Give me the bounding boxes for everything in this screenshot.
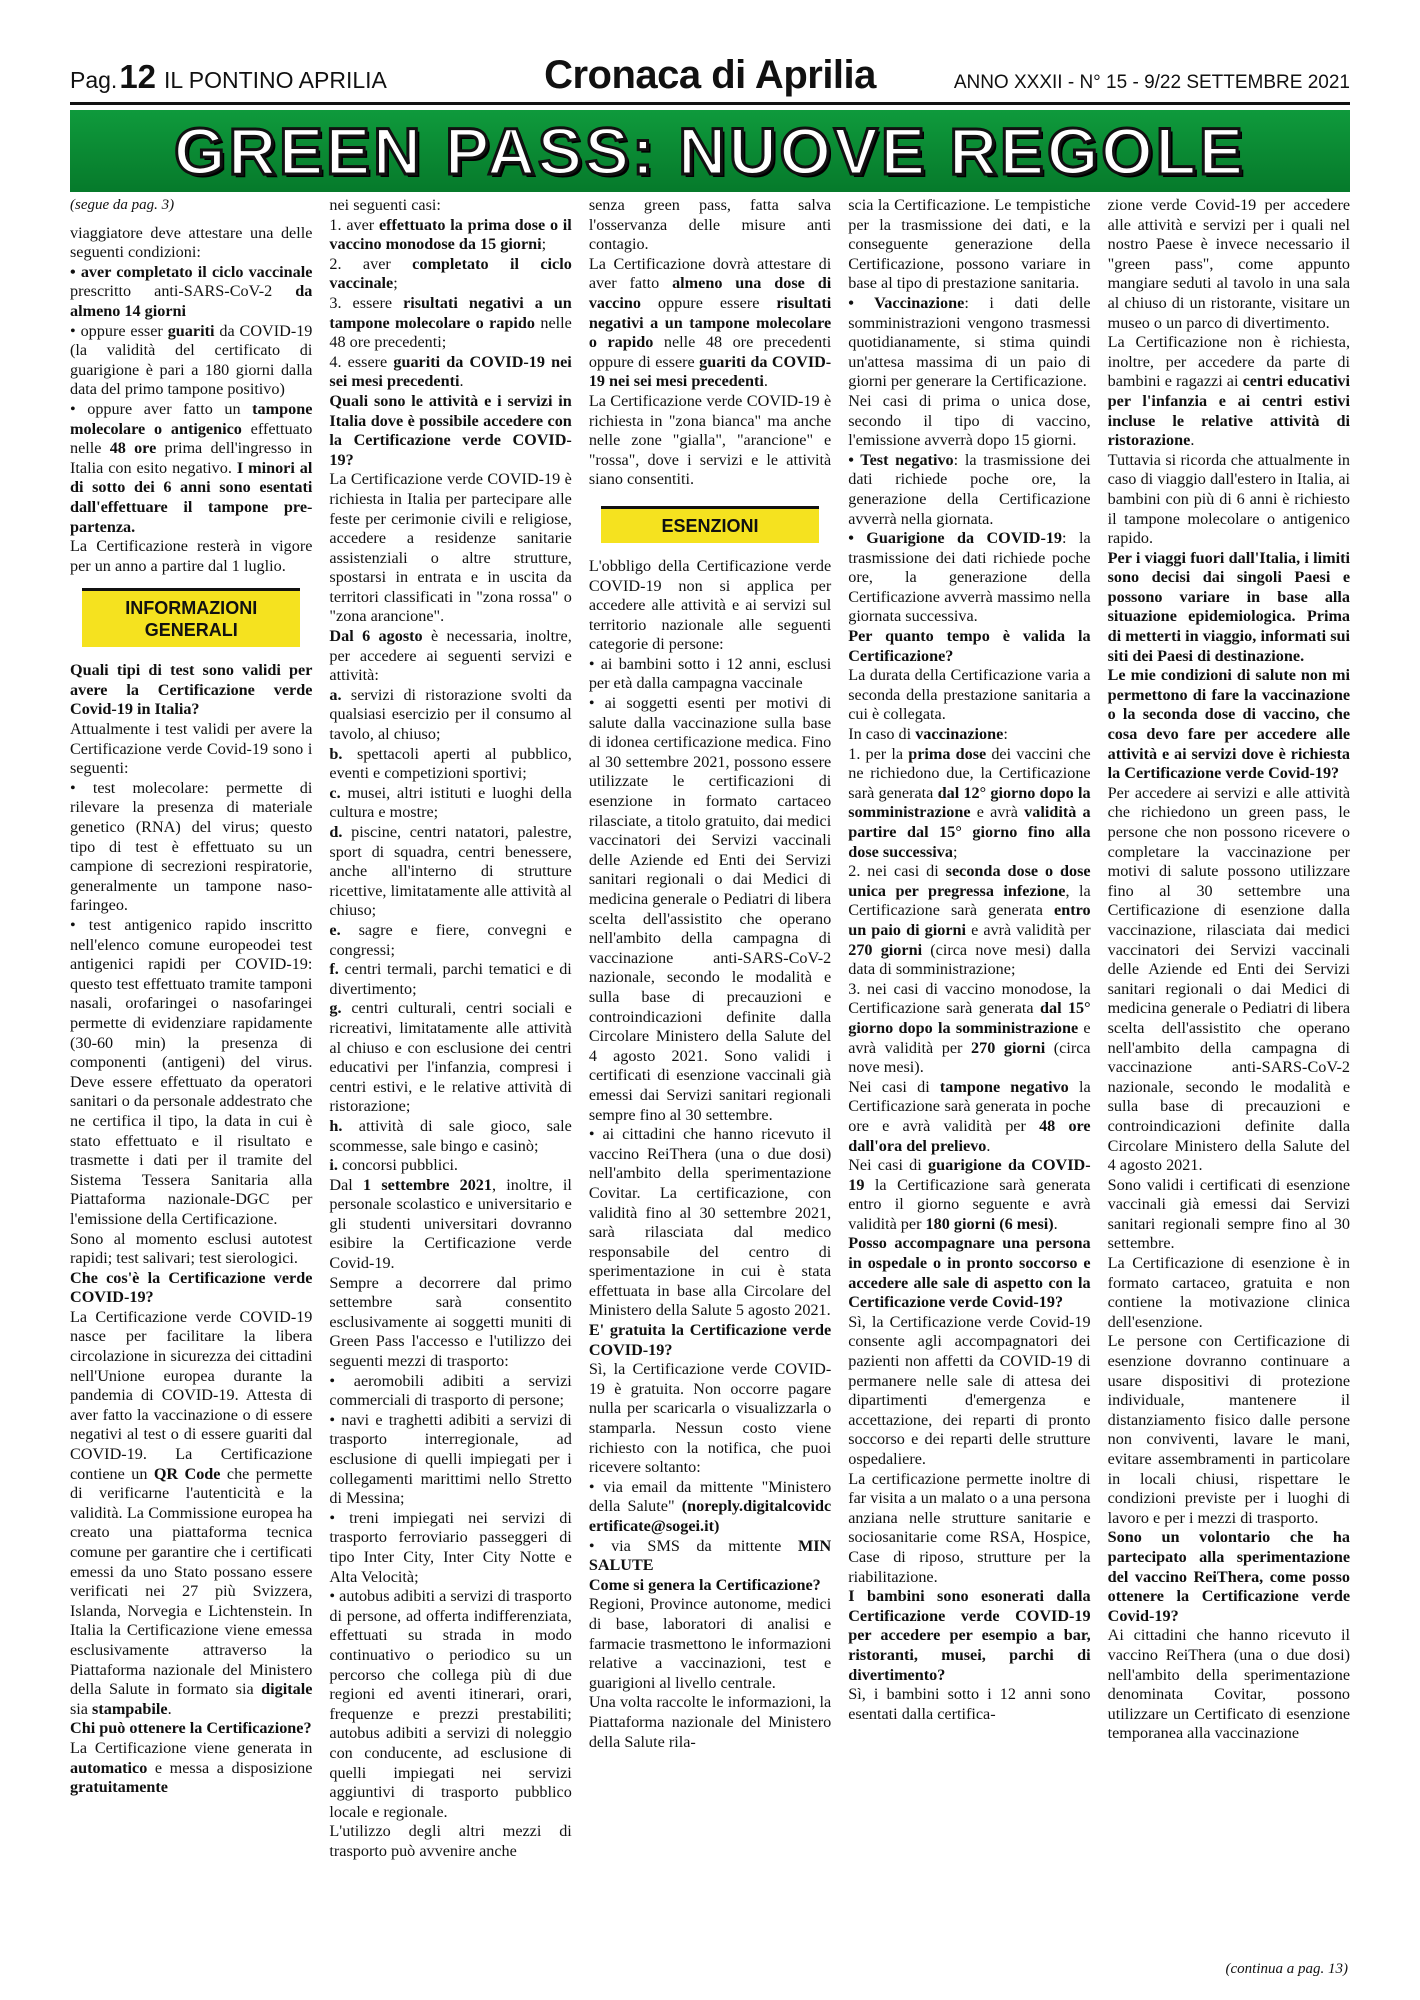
column-2 (329, 196, 571, 1956)
list-item: • autobus adibiti a servizi di trasporto di persone, ad offerta indifferenziata, effettuati su strada in modo continuativo o periodico su un percorso che collega più di due regioni ed aventi itinerari, orari, frequenze e prezzi prestabiliti; autobus adibiti a servizi di noleggio con conducente, ad esclusione di quelli impiegati nei servizi aggiuntivi di trasporto pubblico locale e regionale. (329, 1587, 572, 1821)
paragraph: Nei casi di prima o unica dose, secondo il tipo di vaccino, l'emissione avverrà dopo 15 giorni. (848, 391, 1091, 450)
paragraph: La Certificazione non è richiesta, inoltre, per accedere da parte di bambini e ragazzi ai centri educativi per l'infanzia e ai centri estivi incluse le relative attività di ristorazione. (1107, 333, 1351, 450)
paragraph: La Certificazione resterà in vigore per un anno a partire dal 1 luglio. (70, 537, 313, 575)
paragraph: La Certificazione dovrà attestare di aver fatto almeno una dose di vaccino oppure essere risultati negativi a un tampone molecolare o rapido nelle 48 ore precedenti oppure di essere guariti da COVID-19 nei sei mesi precedenti. (588, 254, 832, 391)
column-4 (848, 196, 1090, 1956)
paragraph: La Certificazione verde COVID-19 nasce per facilitare la libera circolazione in sicurezza dei cittadini nell'Unione europea durante la pandemia di COVID-19. Attesta di aver fatto la vaccinazione o di essere negativi al test o di essere guariti dal COVID-19. La Certificazione contiene un QR Code che permette di verificarne l'autenticità e la validità. La Commissione europea ha creato una piattaforma tecnica comune per garantire che i certificati emessi da uno Stato possano essere verificati nei 27 più Svizzera, Islanda, Norvegia e Lichtenstein. In Italia la Certificazione viene emessa esclusivamente attraverso la Piattaforma nazionale del Ministero della Salute in formato sia digitale sia stampabile. (70, 1307, 313, 1718)
paragraph: La Certificazione verde COVID-19 è richiesta in "zona bianca" ma anche nelle zone "gialla", "arancione" e "rossa", dove i servizi e le attività siano consentiti. (588, 391, 832, 489)
masthead (70, 52, 1350, 105)
question-heading: Sono un volontario che ha partecipato alla sperimentazione del vaccino ReiThera, come posso ottenere la Certificazione verde Covid-19? (1107, 1528, 1351, 1625)
paragraph: nei seguenti casi: (329, 196, 441, 214)
question-heading: I bambini sono esonerati dalla Certificazione verde COVID-19 per accedere per esempio a bar, ristoranti, musei, parchi di divertimento? (848, 1587, 1091, 1684)
paragraph: • test antigenico rapido inscritto nell'elenco comune europeodei test antigenici rapidi per COVID-19: questo test effettuato tramite tamponi nasali, orofaringei o nasofaringei permette di evidenziare rapidamente (30-60 min) la presenza di componenti (antigeni) del virus. Deve essere effettuato da operatori sanitari o da personale addestrato che ne certifica il tipo, la data in cui è stato effettuato e il risultato e trasmette i dati per il tramite del Sistema Tessera Sanitaria alla Piattaforma nazionale-DGC per l'emissione della Certificazione. (70, 916, 313, 1228)
list-item: • navi e traghetti adibiti a servizi di trasporto interregionale, ad esclusione di quelli impiegati per i collegamenti marittimi nello Stretto di Messina; (329, 1410, 572, 1508)
paragraph: Sempre a decorrere dal primo settembre sarà consentito esclusivamente ai soggetti muniti di Green Pass l'accesso e l'utilizzo dei seguenti mezzi di trasporto: (329, 1273, 572, 1371)
paragraph: scia la Certificazione. Le tempistiche per la trasmissione dei dati, e la conseguente generazione della Certificazione, possono variare in base al tipo di prestazione sanitaria. (848, 196, 1091, 293)
pag-label: Pag. (70, 67, 118, 93)
list-item: • Test negativo: la trasmissione dei dati richiede poche ore, la generazione della Certificazione avverrà nella giornata. (848, 450, 1091, 528)
paragraph: Dal 1 settembre 2021, inoltre, il personale scolastico e universitario e gli studenti universitari dovranno esibire la Certificazione verde Covid-19. (329, 1175, 572, 1273)
list-item: e. sagre e fiere, convegni e congressi; (329, 920, 572, 959)
column-5 (1108, 196, 1350, 1956)
paragraph: Tuttavia si ricorda che attualmente in caso di viaggio dall'estero in Italia, ai bambini con più di 6 anni è richiesto il tampone molecolare o antigenico rapido. (1107, 450, 1351, 548)
list-item: • Vaccinazione: i dati delle somministrazioni vengono trasmessi quotidianamente, si stima quindi un'attesa massima di un paio di giorni per generare la Certificazione. (848, 293, 1091, 391)
paragraph: La Certificazione viene generata in automatico e messa a disposizione gratuitamente (70, 1738, 313, 1797)
paragraph: Sì, la Certificazione verde Covid-19 consente agli accompagnatori dei pazienti non affetti da COVID-19 di permanere nelle sale di attesa dei dipartimenti d'emergenza e accettazione, dei reparti di pronto soccorso e dei reparti delle strutture ospedaliere. (848, 1312, 1091, 1468)
paragraph: • test molecolare: permette di rilevare la presenza di materiale genetico (RNA) del virus; questo tipo di test è effettuato su un campione di secrezioni respiratorie, generalmente un tampone naso-faringeo. (70, 778, 313, 915)
headline: GREEN PASS: NUOVE REGOLE (174, 114, 1246, 188)
list-item: • ai bambini sotto i 12 anni, esclusi per età dalla campagna vaccinale (588, 654, 832, 693)
page-number: 12 (119, 58, 157, 95)
list-item: 1. per la prima dose dei vaccini che ne richiedono due, la Certificazione sarà generata dal 12° giorno dopo la somministrazione e avrà validità a partire dal 15° giorno fino alla dose successiva; (848, 744, 1091, 861)
question-heading: Che cos'è la Certificazione verde COVID-19? (70, 1268, 313, 1307)
paragraph: Nei casi di tampone negativo la Certificazione sarà generata in poche ore e avrà validità per 48 ore dall'ora del prelievo. (848, 1077, 1091, 1155)
list-item: • treni impiegati nei servizi di trasporto ferroviario passeggeri di tipo Inter City, Inter City Notte e Alta Velocità; (329, 1508, 572, 1586)
list-item: g. centri culturali, centri sociali e ricreativi, limitatamente alle attività al chiuso e con esclusione dei centri educativi per l'infanzia, compresi i centri estivi, e le relative attività di ristorazione; (329, 999, 572, 1116)
paragraph: In caso di vaccinazione: (848, 725, 1008, 744)
list-item: • aeromobili adibiti a servizi commerciali di trasporto di persone; (329, 1371, 572, 1410)
publication-name: IL PONTINO APRILIA (164, 67, 387, 93)
paragraph: Le persone con Certificazione di esenzione dovranno continuare a usare dispositivi di protezione individuale, mantenere il distanziamento fisico dalle persone non conviventi, lavare le mani, evitare assembramenti in particolare in locali chiusi, rispettare le condizioni previste per i luoghi di lavoro e per i mezzi di trasporto. (1107, 1332, 1351, 1527)
list-item: 3. nei casi di vaccino monodose, la Certificazione sarà generata dal 15° giorno dopo la somministrazione e avrà validità per 270 giorni (circa nove mesi). (848, 979, 1091, 1077)
article-body (70, 196, 1350, 1956)
list-item: 2. nei casi di seconda dose o dose unica per pregressa infezione, la Certificazione sarà generata entro un paio di giorni e avrà validità per 270 giorni (circa nove mesi) dalla data di somministrazione; (848, 862, 1091, 979)
section-title: Cronaca di Aprilia (544, 53, 876, 97)
list-item: • Guarigione da COVID-19: la trasmissione dei dati richiede poche ore, la generazione della Certificazione avverrà massimo nella giornata successiva. (848, 529, 1091, 626)
list-item: d. piscine, centri natatori, palestre, sport di squadra, centri benessere, anche all'interno di strutture ricettive, limitatamente alle attività al chiuso; (329, 823, 572, 920)
question-heading: E' gratuita la Certificazione verde COVID-19? (588, 1321, 832, 1359)
question-heading: Come si genera la Certificazione? (588, 1575, 821, 1594)
paragraph: Regioni, Province autonome, medici di base, laboratori di analisi e farmacie trasmettono le informazioni relative a vaccinazioni, test e guarigioni al livello centrale. (588, 1595, 832, 1692)
question-heading: Quali sono le attività e i servizi in Italia dove è possibile accedere con la Certificazione verde COVID-19? (329, 391, 572, 469)
list-item: • via SMS da mittente MIN SALUTE (588, 1536, 832, 1575)
paragraph: La Certificazione verde COVID-19 è richiesta in Italia per partecipare alle feste per cerimonie civili e religiose, accedere a residenze sanitarie assistenziali o altre strutture, spostarsi in entrata e in uscita da territori classificati in "zona rossa" o "zona arancione". (329, 470, 572, 626)
paragraph: Sì, i bambini sotto i 12 anni sono esentati dalla certifica- (848, 1685, 1091, 1723)
paragraph: La certificazione permette inoltre di far visita a un malato o a una persona anziana nelle strutture sanitarie e sociosanitarie come RSA, Hospice, Case di riposo, strutture per la riabilitazione. (848, 1469, 1091, 1586)
section-heading-esenzioni: ESENZIONI (601, 506, 819, 543)
question-heading: Per quanto tempo è valida la Certificazione? (848, 627, 1091, 665)
list-item: f. centri termali, parchi tematici e di divertimento; (329, 960, 572, 998)
list-item: 2. aver completato il ciclo vaccinale; (329, 254, 572, 293)
continued-from: (segue da pag. 3) (70, 197, 175, 213)
question-heading: Posso accompagnare una persona in ospedale o in pronto soccorso e accedere alle sale di aspetto con la Certificazione verde Covid-19? (848, 1234, 1091, 1312)
list-item: • ai soggetti esenti per motivi di salute dalla vaccinazione sulla base di idonea certificazione medica. Fino al 30 settembre 2021, possono essere utilizzate le certificazioni di esenzione in formato cartaceo rilasciate, a titolo gratuito, dai medici vaccinatori dei Servizi vaccinali delle Aziende ed Enti dei Servizi sanitari regionali o dai Medici di medicina generale o Pediatri di libera scelta dell'assistito che operano nell'ambito della campagna di vaccinazione anti-SARS-CoV-2 nazionale, secondo le modalità e sulla base di precauzioni e controindicazioni definite dalla Circolare Ministero della Salute del 4 agosto 2021. Sono validi i certificati di esenzione vaccinali già emessi dai Servizi sanitari regionali sempre fino al 30 settembre. (588, 694, 832, 1124)
paragraph: Nei casi di guarigione da COVID-19 la Certificazione sarà generata entro il giorno seguente e avrà validità per 180 giorni (6 mesi). (848, 1156, 1091, 1233)
section-heading-info: INFORMAZIONI GENERALI (82, 588, 300, 647)
question-heading: Chi può ottenere la Certificazione? (70, 1719, 312, 1738)
paragraph: Una volta raccolte le informazioni, la Piattaforma nazionale del Ministero della Salute rila- (588, 1693, 832, 1751)
paragraph: La durata della Certificazione varia a seconda della prestazione sanitaria a cui è collegata. (848, 666, 1091, 724)
list-item: i. concorsi pubblici. (329, 1156, 458, 1175)
paragraph: Sì, la Certificazione verde COVID-19 è gratuita. Non occorre pagare nulla per scaricarla o visualizzarla o stamparla. Nessun costo viene richiesto con la notifica, che puoi ricevere soltanto: (588, 1360, 832, 1477)
paragraph: Per accedere ai servizi e alle attività che richiedono un green pass, le persone che non possono ricevere o completare la vaccinazione per motivi di salute possono utilizzare fino al 30 settembre una Certificazione di esenzione dalla vaccinazione, rilasciata dai medici vaccinatori dei Servizi vaccinali delle Aziende ed Enti dei Servizi sanitari regionali o dai Medici di medicina generale o Pediatri di libera scelta dell'assistito che operano nell'ambito della campagna di vaccinazione anti-SARS-CoV-2 nazionale, secondo le modalità e sulla base di precauzioni e controindicazioni definite dalla Circolare Ministero della Salute del 4 agosto 2021. (1107, 783, 1351, 1175)
paragraph: • oppure aver fatto un tampone molecolare o antigenico effettuato nelle 48 ore prima dell'ingresso in Italia con esito negativo. I minori al di sotto dei 6 anni sono esentati dall'effettuare il tampone pre-partenza. (70, 399, 313, 536)
paragraph: Dal 6 agosto è necessaria, inoltre, per accedere ai seguenti servizi e attività: (329, 627, 572, 685)
paragraph: Sono validi i certificati di esenzione vaccinali già emessi dai Servizi sanitari regionali sempre fino al 30 settembre. (1107, 1175, 1351, 1253)
list-item: • ai cittadini che hanno ricevuto il vaccino ReiThera (una o due dosi) nell'ambito della sperimentazione Covitar. La certificazione, con validità fino al 30 settembre 2021, sarà rilasciata dal medico responsabile del centro di sperimentazione in cui è stata effettuata in base alla Circolare del Ministero della Salute 5 agosto 2021. (588, 1125, 832, 1320)
headline-banner (70, 110, 1350, 192)
paragraph: senza green pass, fatta salva l'osservanza delle misure anti contagio. (588, 196, 832, 254)
issue-info: ANNO XXXII - N° 15 - 9/22 SETTEMBRE 2021 (953, 72, 1350, 93)
paragraph: viaggiatore deve attestare una delle seguenti condizioni: (70, 223, 313, 262)
paragraph: L'utilizzo degli altri mezzi di trasporto può avvenire anche (329, 1822, 572, 1860)
question-heading: Per i viaggi fuori dall'Italia, i limiti sono decisi dai singoli Paesi e possono variare in base alla situazione epidemiologica. Prima di metterti in viaggio, informati sui siti dei Paesi di destinazione. (1107, 548, 1351, 665)
list-item: • via email da mittente "Ministero della Salute" (noreply.digitalcovidcertificate@sogei.it) (588, 1477, 832, 1535)
paragraph: Sono al momento esclusi autotest rapidi; test salivari; test sierologici. (70, 1229, 313, 1268)
column-3 (589, 196, 831, 1956)
question-heading: Le mie condizioni di salute non mi permettono di fare la vaccinazione o la seconda dose di vaccino, che cosa devo fare per accedere alle attività e ai servizi dove è richiesta la Certificazione verde Covid-19? (1107, 666, 1351, 783)
list-item: c. musei, altri istituti e luoghi della cultura e mostre; (329, 783, 572, 822)
paragraph: La Certificazione di esenzione è in formato cartaceo, gratuita e non contiene la motivazione clinica dell'esenzione. (1107, 1254, 1351, 1331)
list-item: a. servizi di ristorazione svolti da qualsiasi esercizio per il consumo al tavolo, al chiuso; (329, 685, 572, 744)
continued-to: (continua a pag. 13) (1225, 1961, 1348, 1977)
paragraph: Ai cittadini che hanno ricevuto il vaccino ReiThera (una o due dosi) nell'ambito della sperimentazione denominata Covitar, possono utilizzare un Certificato di esenzione temporanea alla vaccinazione (1107, 1626, 1351, 1743)
paragraph: L'obbligo della Certificazione verde COVID-19 non si applica per accedere alle attività e ai servizi sul territorio nazionale alle seguenti categorie di persone: (588, 556, 832, 654)
paragraph: • oppure esser guariti da COVID-19 (la validità del certificato di guarigione è pari a 180 giorni dalla data del primo tampone positivo) (70, 321, 313, 399)
paragraph: zione verde Covid-19 per accedere alle attività e servizi per i quali nel nostro Paese è invece necessario il "green pass", come appunto mangiare seduti al tavolo in una sala al chiuso di un ristorante, visitare un museo o un parco di divertimento. (1107, 196, 1351, 332)
list-item: 4. essere guariti da COVID-19 nei sei mesi precedenti. (329, 352, 572, 391)
list-item: h. attività di sale gioco, sale scommesse, sale bingo e casinò; (329, 1116, 572, 1155)
list-item: 1. aver effettuato la prima dose o il vaccino monodose da 15 giorni; (329, 215, 572, 254)
paragraph: Attualmente i test validi per avere la Certificazione verde Covid-19 sono i seguenti: (70, 720, 313, 778)
column-1 (70, 196, 312, 1956)
paragraph: • aver completato il ciclo vaccinale prescritto anti-SARS-CoV-2 da almeno 14 giorni (70, 262, 313, 320)
list-item: 3. essere risultati negativi a un tampone molecolare o rapido nelle 48 ore precedenti; (329, 293, 572, 352)
list-item: b. spettacoli aperti al pubblico, eventi e competizioni sportivi; (329, 744, 572, 783)
question-heading: Quali tipi di test sono validi per avere la Certificazione verde Covid-19 in Italia? (70, 661, 313, 719)
